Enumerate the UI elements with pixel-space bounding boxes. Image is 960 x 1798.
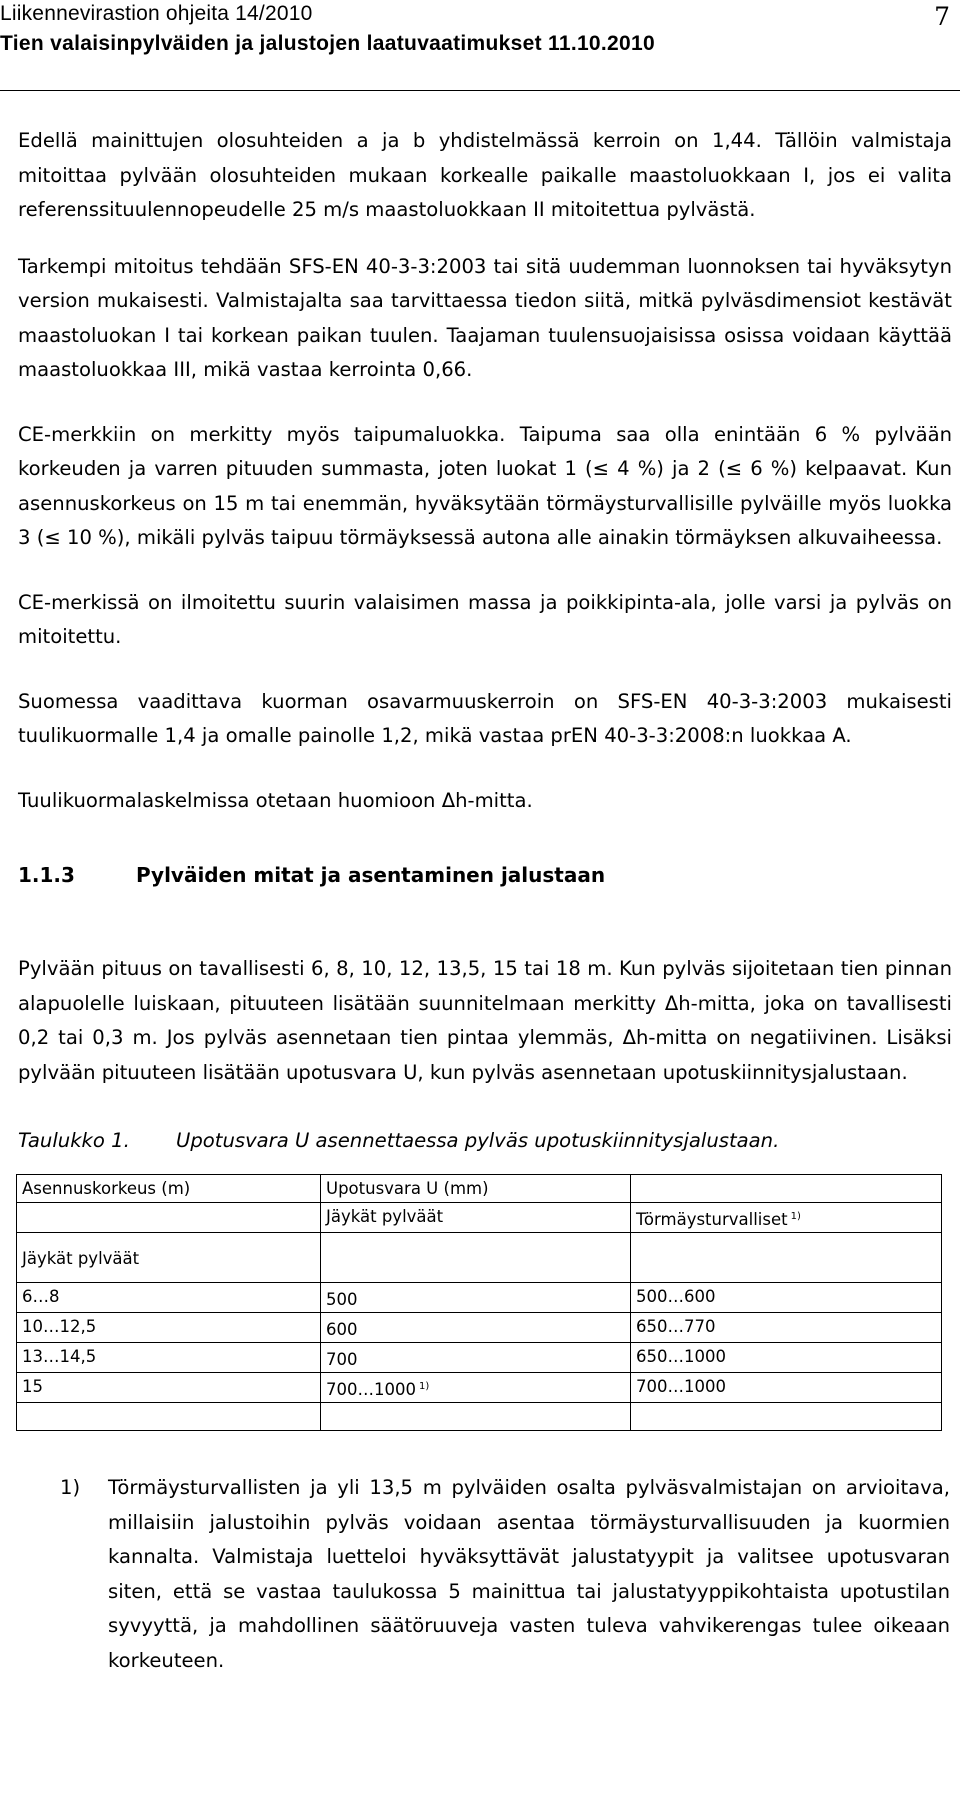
table-row	[17, 1343, 942, 1373]
table-cell-rigid-text: 700…1000	[326, 1380, 416, 1399]
table-header-cell: Upotusvara U (mm)	[321, 1175, 631, 1203]
section-number: 1.1.3	[18, 863, 75, 887]
table-row	[17, 1283, 942, 1313]
embedment-table	[16, 1174, 942, 1431]
table-cell-safe: 650…1000	[631, 1343, 942, 1373]
table-cell-rigid	[321, 1283, 631, 1313]
table-cell-rigid	[321, 1373, 631, 1403]
footnote-number: 1)	[60, 1476, 81, 1499]
paragraph-dimensioning: Tarkempi mitoitus tehdään SFS-EN 40-3-3:2003 tai sitä uudemman luonnoksen tai hyväksytyn version mukaisesti. Valmistajalta saa tarvittaessa tiedon siitä, mitkä pylväsdimensiot kestävät maastoluokan I tai korkean paikan tuulen. Taajaman tuulensuojaisissa osissa voidaan käyttää maastoluokkaa III, mikä vastaa kerrointa 0,66.	[18, 254, 952, 381]
table-cell-height: 6…8	[17, 1283, 321, 1313]
table-header-cell-text: Törmäysturvalliset	[636, 1210, 788, 1229]
paragraph-wind-load: Tuulikuormalaskelmissa otetaan huomioon Δh-mitta.	[18, 788, 533, 812]
paragraph-deflection: CE-merkkiin on merkitty myös taipumaluokka. Taipuma saa olla enintään 6 % pylvään korkeuden ja varren pituuden summasta, joten luokat 1 (≤ 4 %) ja 2 (≤ 6 %) kelpaavat. Kun asennuskorkeus on 15 m tai enemmän, hyväksytään törmäysturvallisille pylväille myös luokka 3 (≤ 10 %), mikäli pylväs taipuu törmäyksessä autona alle ainakin törmäyksen alkuvaiheessa.	[18, 422, 952, 549]
table-header-cell: Jäykät pylväät	[321, 1203, 631, 1233]
table-header-row	[17, 1233, 942, 1283]
table-cell-safe: 700…1000	[631, 1373, 942, 1403]
table-header-cell	[631, 1175, 942, 1203]
table-cell-height: 13…14,5	[17, 1343, 321, 1373]
footnote-marker: 1)	[419, 1381, 430, 1392]
table-cell-empty	[321, 1403, 631, 1431]
publication-name: Liikennevirastion ohjeita 14/2010	[0, 2, 313, 25]
paragraph-pole-length: Pylvään pituus on tavallisesti 6, 8, 10, 12, 13,5, 15 tai 18 m. Kun pylväs sijoitetaan tien pinnan alapuolelle luiskaan, pituuteen lisätään suunnitelmaan merkitty Δh-mitta, joka on tavallisesti 0,2 tai 0,3 m. Jos pylväs asennetaan tien pintaa ylemmäs, Δh-mitta on negatiivinen. Lisäksi pylvään pituuteen lisätään upotusvara U, kun pylväs asennetaan upotuskiinnitysjalustaan.	[18, 957, 952, 1084]
table-caption-label: Taulukko 1.	[18, 1129, 130, 1152]
paragraph-coefficient: Edellä mainittujen olosuhteiden a ja b yhdistelmässä kerroin on 1,44. Tällöin valmistaja mitoittaa pylvään olosuhteiden mukaan korkealle paikalle maastoluokkaan I, jos ei valita referenssituulennopeudelle 25 m/s maastoluokkaan II mitoitettua pylvästä.	[18, 129, 952, 221]
footnote-text: Törmäysturvallisten ja yli 13,5 m pylväiden osalta pylväsvalmistajan on arvioitava, millaisiin jalustoihin pylväs voidaan asentaa törmäysturvallisuuden ja kuormien kannalta. Valmistaja luetteloi hyväksyttävät jalustatyypit ja valitsee upotusvaran siten, että se vastaa taulukossa 5 mainittua tai jalustatyyppikohtaista upotustilan syvyyttä, ja mahdollinen säätöruuveja vasten tuleva vahvikerengas tulee oikeaan korkeuteen.	[108, 1476, 950, 1672]
table-cell-rigid	[321, 1343, 631, 1373]
header-divider	[0, 90, 960, 91]
table-header-cell: Asennuskorkeus (m)	[17, 1175, 321, 1203]
table-cell-height: 10…12,5	[17, 1313, 321, 1343]
table-header-row	[17, 1175, 942, 1203]
table-cell-rigid	[321, 1313, 631, 1343]
table-header-cell	[631, 1233, 942, 1283]
paragraph-safety-factor: Suomessa vaadittava kuorman osavarmuuskerroin on SFS-EN 40-3-3:2003 mukaisesti tuulikuormalle 1,4 ja omalle painolle 1,2, mikä vastaa prEN 40-3-3:2008:n luokkaa A.	[18, 689, 952, 747]
table-row	[17, 1313, 942, 1343]
table-cell-rigid-text: 500	[326, 1290, 358, 1309]
table-cell-height: 15	[17, 1373, 321, 1403]
document-title: Tien valaisinpylväiden ja jalustojen laatuvaatimukset 11.10.2010	[0, 32, 655, 55]
table-cell-rigid-text: 700	[326, 1350, 358, 1369]
section-heading	[18, 860, 952, 890]
table-header-cell	[321, 1233, 631, 1283]
table-caption-text: Upotusvara U asennettaessa pylväs upotuskiinnitysjalustaan.	[176, 1129, 780, 1152]
footnote	[18, 1471, 952, 1678]
table-cell-empty	[17, 1403, 321, 1431]
table-header-cell	[631, 1203, 942, 1233]
table-cell-safe: 500…600	[631, 1283, 942, 1313]
table-header-row	[17, 1203, 942, 1233]
table-caption	[18, 1126, 952, 1156]
section-title: Pylväiden mitat ja asentaminen jalustaan	[136, 863, 606, 887]
paragraph-ce-marking: CE-merkissä on ilmoitettu suurin valaisimen massa ja poikkipinta-ala, jolle varsi ja pylväs on mitoitettu.	[18, 590, 952, 648]
table-cell-safe: 650…770	[631, 1313, 942, 1343]
table-header-cell	[17, 1203, 321, 1233]
document-body	[18, 124, 952, 1678]
table-header-cell: Jäykät pylväät	[17, 1233, 321, 1283]
table-row-empty	[17, 1403, 942, 1431]
table-cell-rigid-text: 600	[326, 1320, 358, 1339]
table-cell-empty	[631, 1403, 942, 1431]
page-number: 7	[934, 2, 950, 31]
footnote-marker: 1)	[790, 1211, 801, 1222]
table-row	[17, 1373, 942, 1403]
